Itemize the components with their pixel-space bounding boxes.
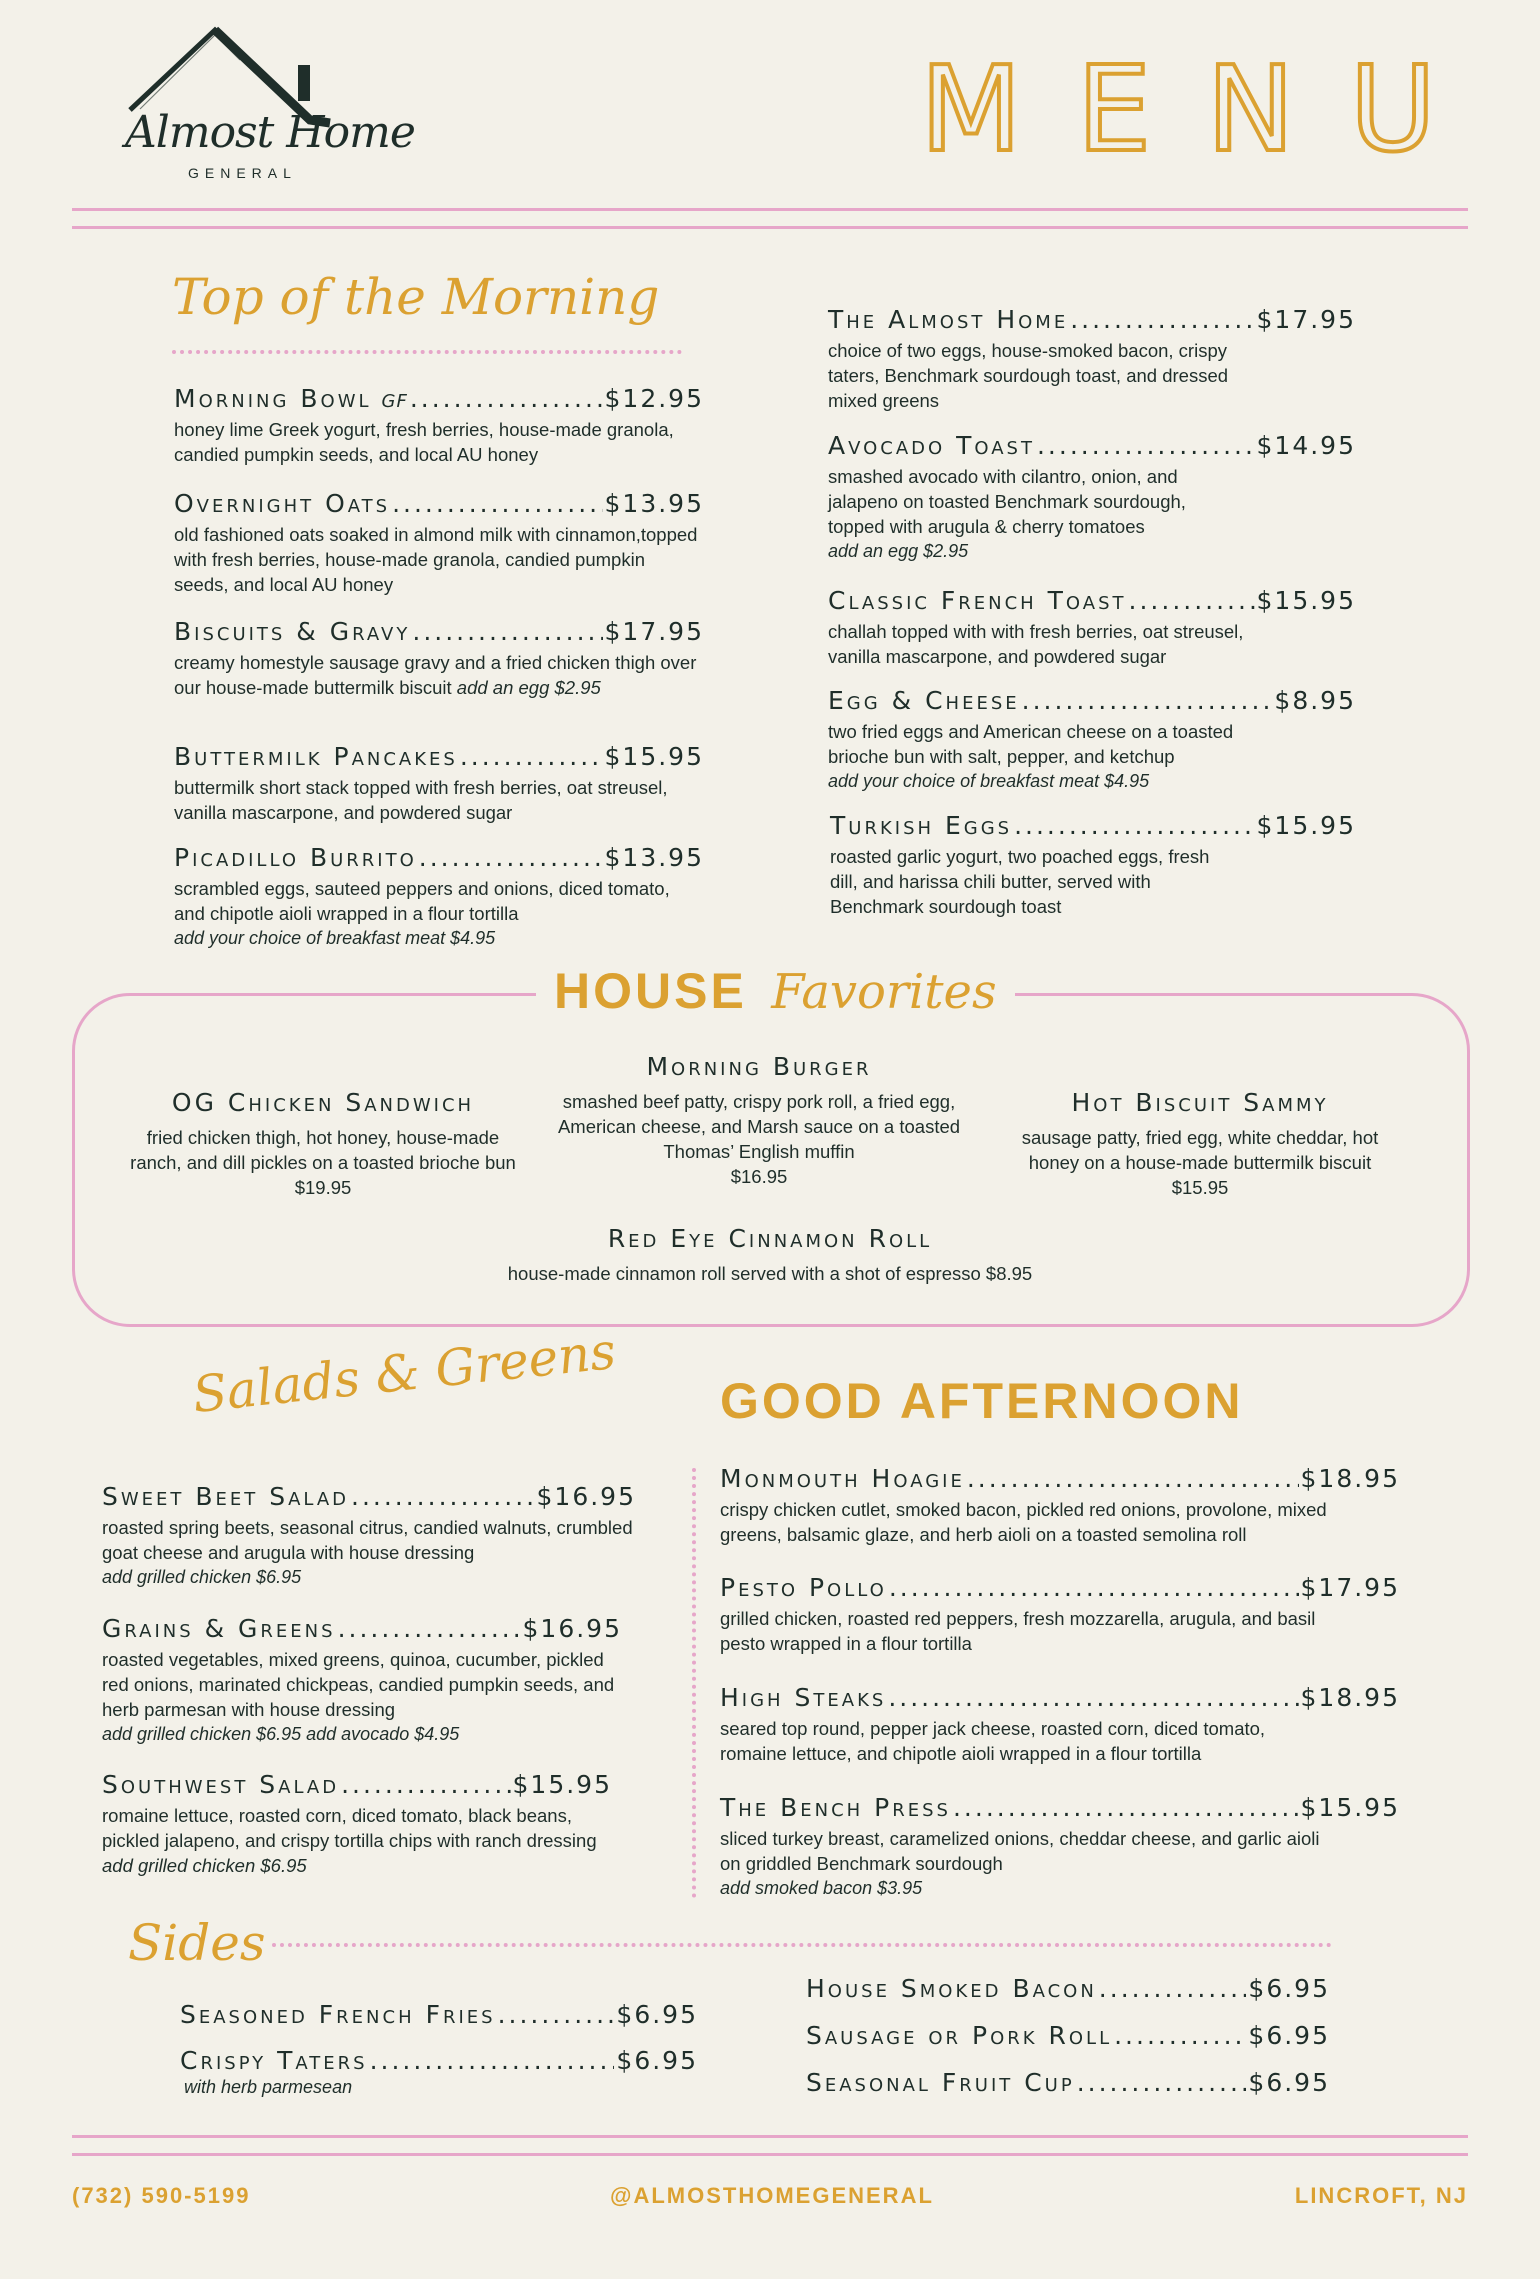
item-note: add your choice of breakfast meat $4.95: [174, 928, 496, 948]
item-note: add smoked bacon $3.95: [720, 1878, 923, 1898]
fav-price: $15.95: [1171, 1177, 1229, 1198]
house-heading-script: Favorites: [771, 964, 997, 1020]
side-item: [806, 2021, 1330, 2050]
item-desc: romaine lettuce, roasted corn, diced tomato, black beans, pickled jalapeno, and crispy tortilla chips with ranch dressing add grilled chicken $6.95: [102, 1805, 597, 1876]
menu-item: [102, 1614, 622, 1747]
item-note: add an egg $2.95: [828, 541, 969, 561]
salads-heading: Salads & Greens: [189, 1321, 619, 1424]
item-name: Grains & Greens: [102, 1614, 336, 1643]
item-price: $17.95: [1256, 305, 1356, 334]
item-price: $14.95: [1256, 431, 1356, 460]
item-name: The Bench Press: [720, 1793, 951, 1822]
item-price: $16.95: [522, 1614, 622, 1643]
menu-item: [174, 384, 704, 467]
item-desc: smashed avocado with cilantro, onion, and jalapeno on toasted Benchmark sourdough, topped with arugula & cherry tomatoes: [828, 466, 1186, 537]
item-price: $15.95: [604, 742, 704, 771]
fav-name: Morning Burger: [646, 1052, 872, 1081]
item-price: $16.95: [536, 1482, 636, 1511]
morning-dotted-divider: [172, 350, 682, 354]
menu-item: [828, 586, 1356, 669]
item-name: Seasoned French Fries: [180, 2000, 496, 2029]
item-tag: GF: [381, 391, 408, 412]
item-price: $13.95: [604, 489, 704, 518]
item-name: Avocado Toast: [828, 431, 1035, 460]
item-name: Pesto Pollo: [720, 1573, 887, 1602]
menu-item: [720, 1464, 1400, 1547]
footer-location: LINCROFT, NJ: [1294, 2183, 1468, 2208]
fav-desc: sausage patty, fried egg, white cheddar, hot honey on a house-made buttermilk biscuit: [1021, 1127, 1379, 1173]
item-name: Crispy Taters: [180, 2046, 368, 2075]
footer-phone[interactable]: (732) 590-5199: [72, 2183, 251, 2208]
menu-item: [720, 1683, 1400, 1766]
item-desc: challah topped with with fresh berries, oat streusel, vanilla mascarpone, and powdered sugar: [828, 621, 1244, 667]
item-desc: honey lime Greek yogurt, fresh berries, house-made granola, candied pumpkin seeds, and local AU honey: [174, 419, 674, 465]
fav-desc: house-made cinnamon roll served with a shot of espresso $8.95: [507, 1263, 1033, 1284]
item-price: $15.95: [512, 1770, 612, 1799]
item-price: $6.95: [1248, 2021, 1330, 2050]
item-name: The Almost Home: [828, 305, 1069, 334]
menu-title: MENU: [920, 40, 1492, 178]
afternoon-heading: GOOD AFTERNOON: [720, 1373, 1244, 1429]
item-name: Monmouth Hoagie: [720, 1464, 965, 1493]
item-desc: seared top round, pepper jack cheese, roasted corn, diced tomato, romaine lettuce, and chipotle aioli wrapped in a flour tortilla: [720, 1718, 1266, 1764]
item-price: $13.95: [604, 843, 704, 872]
item-note: add grilled chicken $6.95: [102, 1855, 307, 1876]
menu-item: [174, 742, 704, 825]
fav-name: OG Chicken Sandwich: [171, 1088, 475, 1117]
item-price: $17.95: [1300, 1573, 1400, 1602]
column-dotted-divider: [692, 1468, 696, 1898]
item-desc: grilled chicken, roasted red peppers, fresh mozzarella, arugula, and basil pesto wrapped in a flour tortilla: [720, 1608, 1316, 1654]
item-name: Picadillo Burrito: [174, 843, 417, 872]
item-name: Buttermilk Pancakes: [174, 742, 458, 771]
sides-heading: Sides: [128, 1914, 266, 1972]
item-price: $18.95: [1300, 1464, 1400, 1493]
fav-item: [1002, 1088, 1398, 1200]
item-price: $18.95: [1300, 1683, 1400, 1712]
footer-social-handle[interactable]: @ALMOSTHOMEGENERAL: [610, 2183, 934, 2208]
item-name: Morning Bowl: [174, 384, 372, 413]
footer-rule: [72, 2153, 1468, 2156]
item-price: $6.95: [1248, 2068, 1330, 2097]
menu-item: [828, 305, 1356, 413]
fav-item: [128, 1088, 518, 1200]
item-name: Sausage or Pork Roll: [806, 2021, 1113, 2050]
item-price: $6.95: [616, 2046, 698, 2075]
menu-item: [830, 811, 1356, 919]
item-name: House Smoked Bacon: [806, 1974, 1097, 2003]
menu-item: [828, 686, 1356, 794]
menu-item: [174, 617, 704, 700]
item-price: $8.95: [1274, 686, 1356, 715]
item-price: $6.95: [616, 2000, 698, 2029]
item-name: Biscuits & Gravy: [174, 617, 411, 646]
fav-name: Red Eye Cinnamon Roll: [607, 1224, 933, 1253]
menu-item: [102, 1482, 636, 1590]
footer-rule: [72, 2135, 1468, 2138]
item-desc: roasted spring beets, seasonal citrus, candied walnuts, crumbled goat cheese and arugula with house dressing: [102, 1517, 633, 1563]
item-name: Egg & Cheese: [828, 686, 1020, 715]
item-name: Turkish Eggs: [830, 811, 1013, 840]
fav-item: [552, 1052, 966, 1189]
item-desc: scrambled eggs, sauteed peppers and onions, diced tomato, and chipotle aioli wrapped in a flour tortilla: [174, 878, 670, 924]
item-desc: creamy homestyle sausage gravy and a fried chicken thigh over our house-made buttermilk biscuit add an egg $2.95: [174, 652, 697, 698]
item-note: add grilled chicken $6.95: [102, 1567, 302, 1587]
side-item: [806, 2068, 1330, 2097]
side-item: [180, 2000, 698, 2029]
item-desc: buttermilk short stack topped with fresh berries, oat streusel, vanilla mascarpone, and powdered sugar: [174, 777, 668, 823]
side-item: [806, 1974, 1330, 2003]
house-favorites-heading: [536, 962, 1015, 1020]
fav-price: $16.95: [730, 1166, 788, 1187]
item-price: $17.95: [604, 617, 704, 646]
logo-subtext: GENERAL: [188, 165, 297, 181]
item-desc: roasted vegetables, mixed greens, quinoa, cucumber, pickled red onions, marinated chickpeas, candied pumpkin seeds, and herb parmesan with house dressing: [102, 1649, 615, 1720]
sides-dotted-divider: [272, 1943, 1332, 1947]
item-desc: old fashioned oats soaked in almond milk with cinnamon,topped with fresh berries, house-made granola, candied pumpkin seeds, and local AU honey: [174, 524, 698, 595]
item-name: Overnight Oats: [174, 489, 391, 518]
logo: [120, 25, 415, 185]
item-note: with herb parmesean: [184, 2077, 353, 2097]
item-price: $6.95: [1248, 1974, 1330, 2003]
side-item: [180, 2046, 698, 2100]
menu-item: [720, 1573, 1400, 1656]
fav-name: Hot Biscuit Sammy: [1071, 1088, 1329, 1117]
item-name: Sweet Beet Salad: [102, 1482, 349, 1511]
logo-text: Almost Home: [125, 107, 415, 158]
fav-desc: fried chicken thigh, hot honey, house-made ranch, and dill pickles on a toasted brioche bun $19.95: [130, 1127, 516, 1198]
item-note: add your choice of breakfast meat $4.95: [828, 771, 1150, 791]
fav-desc: smashed beef patty, crispy pork roll, a fried egg, American cheese, and Marsh sauce on a toasted Thomas’ English muffin: [557, 1091, 961, 1162]
header-rule: [72, 208, 1468, 211]
item-desc: choice of two eggs, house-smoked bacon, crispy taters, Benchmark sourdough toast, and dressed mixed greens: [828, 340, 1229, 411]
fav-item: [420, 1224, 1120, 1286]
item-name: Classic French Toast: [828, 586, 1127, 615]
item-name: Southwest Salad: [102, 1770, 340, 1799]
header-rule: [72, 226, 1468, 229]
menu-item: [828, 431, 1356, 564]
menu-item: [102, 1770, 612, 1878]
item-desc: roasted garlic yogurt, two poached eggs, fresh dill, and harissa chili butter, served with Benchmark sourdough toast: [830, 846, 1210, 917]
item-price: $15.95: [1300, 1793, 1400, 1822]
item-note: add an egg $2.95: [456, 677, 601, 698]
item-name: High Steaks: [720, 1683, 887, 1712]
menu-item: [174, 843, 704, 951]
item-note: add grilled chicken $6.95 add avocado $4.95: [102, 1724, 460, 1744]
morning-heading: Top of the Morning: [172, 268, 660, 326]
item-price: $15.95: [1256, 811, 1356, 840]
item-price: $12.95: [604, 384, 704, 413]
menu-item: [720, 1793, 1400, 1901]
item-price: $15.95: [1256, 586, 1356, 615]
item-desc: crispy chicken cutlet, smoked bacon, pickled red onions, provolone, mixed greens, balsamic glaze, and herb aioli on a toasted semolina roll: [720, 1499, 1327, 1545]
house-heading-bold: HOUSE: [554, 963, 747, 1019]
item-desc: sliced turkey breast, caramelized onions, cheddar cheese, and garlic aioli on griddled Benchmark sourdough: [720, 1828, 1320, 1874]
item-name: Seasonal Fruit Cup: [806, 2068, 1075, 2097]
item-desc: two fried eggs and American cheese on a toasted brioche bun with salt, pepper, and ketchup: [828, 721, 1234, 767]
menu-item: [174, 489, 704, 597]
